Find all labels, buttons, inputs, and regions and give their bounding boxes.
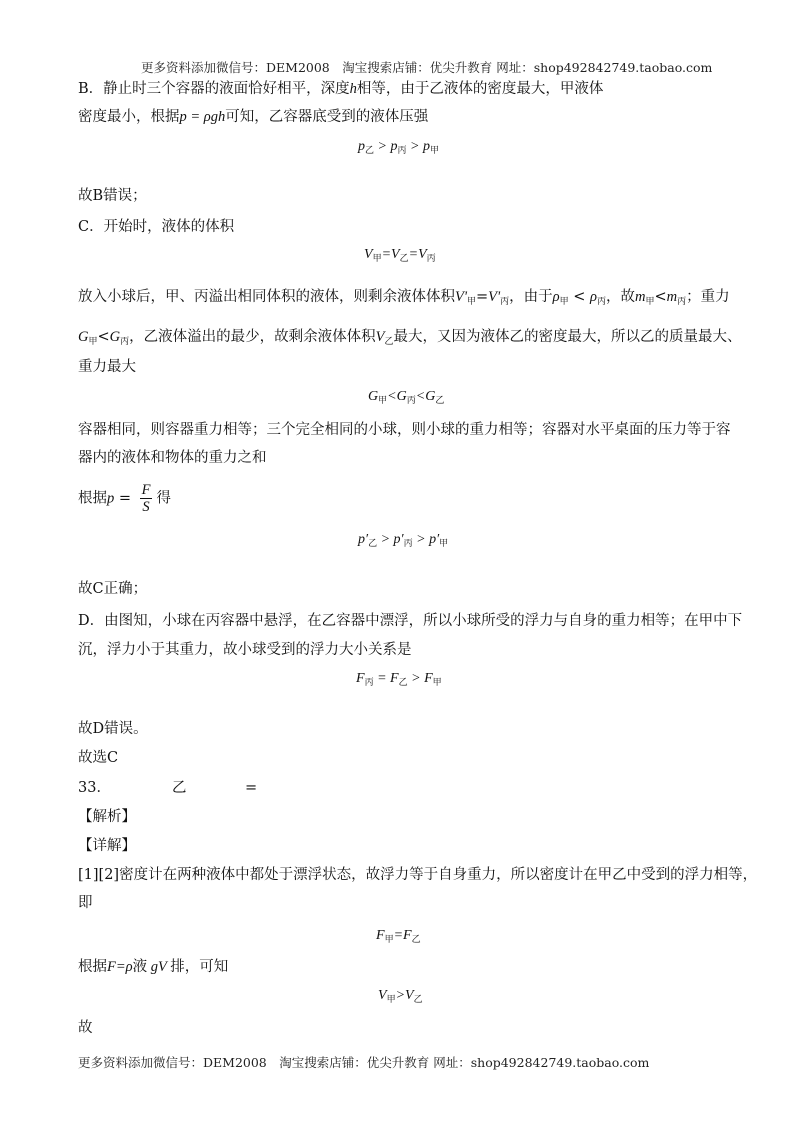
option-c-line-3: $G_甲<G_丙$，乙液体溢出的最少，故剩余液体体积$V_乙$最大，又因为液体乙的密度最大，所以乙的质量最大、 bbox=[78, 329, 742, 347]
option-c-line-6: 器内的液体和物体的重力之和 bbox=[78, 450, 267, 466]
detail-tag: 【详解】 bbox=[78, 838, 136, 854]
option-c-conclusion: 故C正确； bbox=[78, 581, 148, 597]
buoyancy-comparison-equation: $F_丙 = F_乙 > F_甲$ bbox=[356, 671, 442, 687]
q33-line-3: 根据F=ρ液 gV 排，可知 bbox=[78, 959, 229, 975]
option-d-conclusion: 故D错误。 bbox=[78, 721, 148, 737]
option-c-line-7: 根据p = $\frac{F}{S}$ 得 bbox=[78, 482, 171, 515]
option-b-text-3: 密度最小，根据 bbox=[78, 109, 180, 125]
option-b-text-4: 可知，乙容器底受到的液体压强 bbox=[225, 109, 429, 125]
option-d-line-2: 沉，浮力小于其重力，故小球受到的浮力大小关系是 bbox=[78, 642, 412, 658]
q33-line-1: [1][2]密度计在两种液体中都处于漂浮状态，故浮力等于自身重力，所以密度计在甲乙中受到的浮力相等， bbox=[78, 867, 758, 883]
question-33-blank-1: 乙 bbox=[172, 780, 187, 796]
q33-line-2: 即 bbox=[78, 895, 93, 911]
option-b-line-1 bbox=[78, 79, 603, 99]
option-c-line-5: 容器相同，则容器重力相等；三个完全相同的小球，则小球的重力相等；容器对水平桌面的压力等于容 bbox=[78, 422, 731, 438]
option-c-line-4: 重力最大 bbox=[78, 359, 136, 375]
option-b-line-2 bbox=[78, 107, 428, 127]
answer-choice: 故选C bbox=[78, 750, 119, 766]
pressure-formula: p = ρgh bbox=[179, 109, 226, 125]
pressure-prime-comparison-equation: $p'_乙 > p'_丙 > p'_甲$ bbox=[358, 532, 449, 548]
option-c-line-1: C．开始时，液体的体积 bbox=[78, 219, 235, 235]
q33-line-4: 故 bbox=[78, 1020, 93, 1036]
pressure-comparison-equation: $p_乙 > p_丙 > p_甲$ bbox=[358, 139, 439, 155]
buoyancy-equality-equation: $F_甲=F_乙$ bbox=[376, 928, 421, 944]
option-d-line-1: D．由图知，小球在丙容器中悬浮，在乙容器中漂浮，所以小球所受的浮力与自身的重力相等；在甲中下 bbox=[78, 613, 743, 629]
gravity-comparison-equation: $G_甲<G_丙<G_乙$ bbox=[368, 389, 445, 405]
option-c-line-2: 放入小球后，甲、丙溢出相同体积的液体，则剩余液体体积$V'_甲=V'_丙$，由于$\rho_甲 < \rho_丙$，故$m_甲<m_丙$；重力 bbox=[78, 289, 730, 307]
volume-equality-equation: $V_甲=V_乙=V_丙$ bbox=[364, 247, 436, 263]
pressure-fraction: $\frac{F}{S}$ bbox=[141, 482, 151, 515]
option-b-text-1: B．静止时三个容器的液面恰好相平，深度 bbox=[78, 81, 350, 97]
analysis-tag: 【解析】 bbox=[78, 809, 136, 825]
option-b-text-2: 相等，由于乙液体的密度最大，甲液体 bbox=[356, 81, 604, 97]
page-header: 更多资料添加微信号：DEM2008 淘宝搜索店铺：优尖升教育 网址：shop492842749.taobao.com bbox=[141, 60, 713, 75]
page-footer: 更多资料添加微信号：DEM2008 淘宝搜索店铺：优尖升教育 网址：shop492842749.taobao.com bbox=[78, 1055, 650, 1070]
question-33-number: 33． bbox=[78, 780, 111, 796]
option-b-conclusion: 故B错误； bbox=[78, 188, 147, 204]
question-33-blank-2: = bbox=[245, 780, 258, 796]
variable-h: h bbox=[349, 81, 357, 97]
volume-comparison-equation: $V_甲>V_乙$ bbox=[378, 988, 423, 1004]
